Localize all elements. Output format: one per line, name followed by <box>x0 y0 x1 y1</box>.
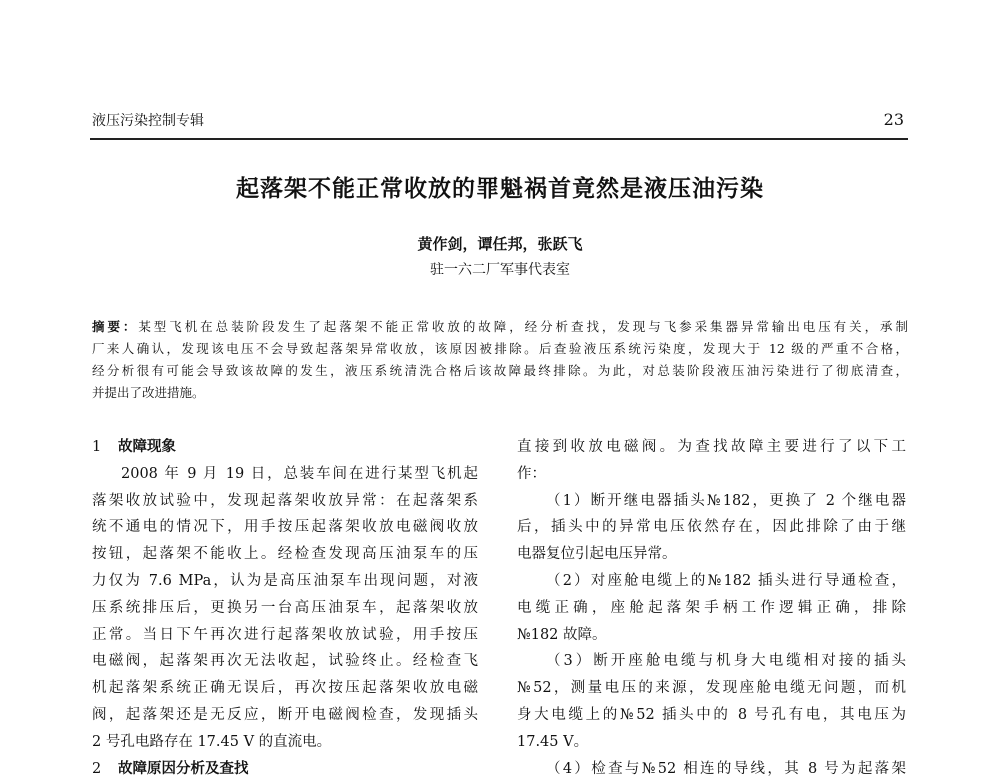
right-column <box>517 434 906 782</box>
text-line: 压系统排压后，更换另一台高压油泵车，起落架收放 <box>92 599 478 616</box>
text-line: 力仅为 7.6 MPa，认为是高压油泵车出现问题，对液 <box>92 572 478 589</box>
text-line: 机起落架系统正确无误后，再次按压起落架收放电磁 <box>92 680 478 697</box>
text-line: 电器复位引起电压异常。 <box>517 546 677 563</box>
section-heading: 2 故障原因分析及查找 <box>92 760 249 777</box>
text-line: 落架收放试验中，发现起落架收放异常：在起落架系 <box>92 492 478 509</box>
authors: 黄作剑，谭任邦，张跃飞 <box>417 235 583 253</box>
text-line: №52，测量电压的来源，发现座舱电缆无问题，而机 <box>517 680 906 697</box>
text-line: （2）对座舱电缆上的№182 插头进行导通检查， <box>546 572 906 589</box>
text-line: 电磁阀，起落架再次无法收起，试验终止。经检查飞 <box>92 653 478 670</box>
text-line: №182 故障。 <box>517 626 607 643</box>
left-column <box>92 434 478 782</box>
page-number: 23 <box>883 110 904 129</box>
header-rule <box>90 138 908 140</box>
text-line: 统不通电的情况下，用手按压起落架收放电磁阀收放 <box>92 519 478 536</box>
affiliation: 驻一六二厂军事代表室 <box>430 262 570 278</box>
text-line: 身大电缆上的№52 插头中的 8 号孔有电，其电压为 <box>517 706 906 723</box>
text-line: 作： <box>517 465 546 482</box>
text-line: 阀，起落架还是无反应，断开电磁阀检查，发现插头 <box>92 706 478 723</box>
running-header <box>92 110 904 132</box>
text-line: 17.45 V。 <box>517 733 589 750</box>
text-line: 2008 年 9 月 19 日，总装车间在进行某型飞机起 <box>121 465 478 482</box>
paper-title: 起落架不能正常收放的罪魁祸首竟然是液压油污染 <box>236 176 764 202</box>
text-line: （4）检查与№52 相连的导线，其 8 号为起落架 <box>546 760 906 777</box>
abstract-line: 经分析很有可能会导致该故障的发生，液压系统清洗合格后该故障最终排除。为此，对总装阶段液压油污染进行了彻底清查， <box>92 363 908 378</box>
abstract-label: 摘要： <box>92 319 139 334</box>
text-line: 2 号孔电路存在 17.45 V 的直流电。 <box>92 733 332 750</box>
abstract-line: 厂来人确认，发现该电压不会导致起落架异常收放，该原因被排除。后查验液压系统污染度，发现大于 12 级的严重不合格， <box>92 341 908 356</box>
text-line: 直接到收放电磁阀。为查找故障主要进行了以下工 <box>517 439 906 455</box>
abstract <box>92 316 908 404</box>
text-line: （1）断开继电器插头№182，更换了 2 个继电器 <box>546 492 906 509</box>
journal-name: 液压污染控制专辑 <box>92 113 204 129</box>
abstract-line: 摘要：某型飞机在总装阶段发生了起落架不能正常收放的故障，经分析查找，发现与飞参采集器异常输出电压有关，承制 <box>92 319 908 334</box>
text-line: （3）断开座舱电缆与机身大电缆相对接的插头 <box>546 653 906 670</box>
text-line: 按钮，起落架不能收上。经检查发现高压油泵车的压 <box>92 546 478 563</box>
abstract-line: 并提出了改进措施。 <box>92 385 205 400</box>
text-line: 电缆正确，座舱起落架手柄工作逻辑正确，排除 <box>517 599 906 616</box>
text-line: 正常。当日下午再次进行起落架收放试验，用手按压 <box>92 626 478 643</box>
section-heading: 1 故障现象 <box>92 439 176 455</box>
text-line: 后，插头中的异常电压依然存在，因此排除了由于继 <box>517 519 906 536</box>
